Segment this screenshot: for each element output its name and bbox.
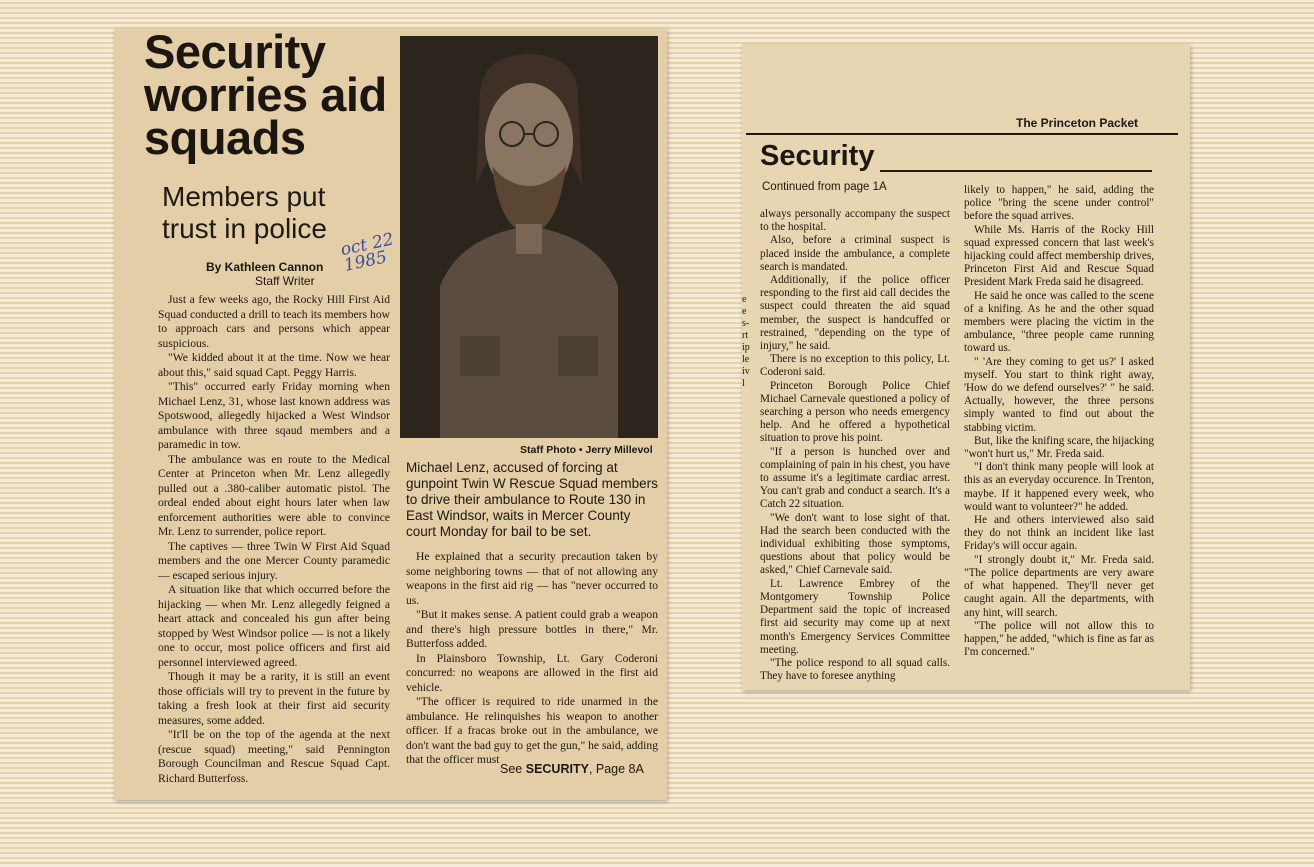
paragraph: "This" occurred early Friday morning when Michael Lenz, 31, whose last known address was Spotswood, allegedly hijacked a West Windsor ambulance with three sqaud members and a paramedic in tow.: [158, 380, 390, 451]
continuation-title: Security: [760, 140, 875, 172]
paragraph: Also, before a criminal suspect is placed inside the ambulance, a complete search is mandated.: [760, 234, 950, 273]
jump-keyword: SECURITY: [525, 762, 589, 776]
jump-suffix: , Page 8A: [588, 762, 644, 776]
paragraph: A situation like that which occurred before the hijacking — when Mr. Lenz allegedly feigned a heart attack and concealed his gun after being stopped by West Windsor police — is not a likely one to occur, most police officers and first aid personnel interviewed agreed.: [158, 583, 390, 669]
paragraph: "We don't want to lose sight of that. Had the search been conducted with the individual exhibiting those symptoms, questions about that policy would be asked," Chief Carnevale said.: [760, 511, 950, 577]
paragraph: "I strongly doubt it," Mr. Freda said. "The police departments are very aware of what happened. They'll never get caught again. All the departments, with any hint, will search.: [964, 553, 1154, 619]
paragraph: "We kidded about it at the time. Now we hear about this," said squad Capt. Peggy Harris.: [158, 351, 390, 379]
paragraph: likely to happen," he said, adding the police "bring the scene under control" before the squad arrives.: [964, 184, 1154, 223]
paragraph: The ambulance was en route to the Medical Center at Princeton when Mr. Lenz allegedly pulled out a .380-caliber automatic pistol. The ordeal ended about eight hours later when law enforcement authorities were able to convince Mr. Lenz to surrender, police report.: [158, 452, 390, 538]
paragraph: While Ms. Harris of the Rocky Hill squad expressed concern that last week's hijacking could affect membership drives, Princeton First Aid and Rescue Squad President Mark Freda said he disagreed.: [964, 223, 1154, 289]
jump-prefix: See: [500, 762, 523, 776]
article-body-column-2: [406, 550, 658, 768]
paragraph: "I don't think many people will look at this as an everyday occurence. In Trenton, maybe. If it happened every week, who would want to volunteer?" he added.: [964, 461, 1154, 513]
continuation-column-1: [760, 208, 950, 683]
news-photo: [400, 36, 658, 438]
continued-note: Continued from page 1A: [762, 181, 887, 193]
edge-fragments: e e s- rt ip le iv l: [742, 294, 750, 389]
article-body-column-1: [158, 293, 390, 786]
paragraph: "But it makes sense. A patient could grab a weapon and there's high pressure bottles in there," Mr. Butterfoss added.: [406, 608, 658, 650]
handwritten-date: oct 22 1985: [338, 229, 396, 276]
paragraph: He explained that a security precaution taken by some neighboring towns — that of not allowing any weapons in the first aid rig — has "never occurred to us.: [406, 550, 658, 607]
masthead-rule: [746, 133, 1178, 135]
paragraph: In Plainsboro Township, Lt. Gary Coderoni concurred: no weapons are allowed in the first aid vehicle.: [406, 651, 658, 694]
paragraph: But, like the knifing scare, the hijacking "won't hurt us," Mr. Freda said.: [964, 434, 1154, 461]
paragraph: Additionally, if the police officer responding to the first aid call decides the suspect could threaten the aid squad member, the suspect is handcuffed or restrained, "depending on the type of injury," he said.: [760, 274, 950, 353]
title-rule: [880, 170, 1152, 172]
article-clipping-left: [114, 25, 667, 800]
jump-line: [500, 762, 644, 776]
paragraph: The captives — three Twin W First Aid Squad members and the one Mercer County paramedic — escaped serious injury.: [158, 539, 390, 582]
article-clipping-right: [742, 44, 1190, 690]
paragraph: always personally accompany the suspect to the hospital.: [760, 208, 950, 234]
paragraph: "The police will not allow this to happen," he added, "which is fine as far as I'm concerned.": [964, 619, 1154, 659]
paragraph: There is no exception to this policy, Lt. Coderoni said.: [760, 353, 950, 379]
paragraph: "The police respond to all squad calls. They have to foresee anything: [760, 656, 950, 683]
photo-caption: Michael Lenz, accused of forcing at gunpoint Twin W Rescue Squad members to drive their ambulance to Route 130 in East Windsor, waits in Mercer County court Monday for bail to be set.: [406, 460, 658, 539]
photo-credit: Staff Photo • Jerry Millevol: [520, 444, 653, 456]
paragraph: "If a person is hunched over and complaining of pain in his chest, you have to assume it's a legitimate cardiac arrest. You can't grab and conduct a search. It's a Catch 22 situation.: [760, 445, 950, 511]
paragraph: Just a few weeks ago, the Rocky Hill First Aid Squad conducted a drill to teach its members how to approach cars and persons which appear suspicious.: [158, 293, 390, 350]
paragraph: He said he once was called to the scene of a knifing. As he and the other squad members were placing the victim in the ambulance, "three people came running toward us.: [964, 289, 1154, 355]
paragraph: "The officer is required to ride unarmed in the ambulance. He relinquishes his weapon to another officer. If a fracas broke out in the ambulance, we don't want the bad guy to get the gun," he said, adding that the officer must: [406, 695, 658, 766]
paragraph: He and others interviewed also said they do not think an incident like last Friday's will occur again.: [964, 514, 1154, 553]
portrait-illustration: [400, 36, 658, 438]
paragraph: " 'Are they coming to get us?' I asked myself. You start to think right away, 'How do we defend ourselves?' " he said. Actually, however, the three persons simply wanted to find out about the stabbing victim.: [964, 355, 1154, 434]
subheadline: Members put trust in police: [162, 181, 327, 244]
paragraph: Lt. Lawrence Embrey of the Montgomery Township Police Department said the topic of increased first aid security may come up at next month's Emergency Services Committee meeting.: [760, 577, 950, 656]
byline-role: Staff Writer: [255, 274, 315, 288]
paragraph: "It'll be on the top of the agenda at the next (rescue squad) meeting," said Pennington Borough Councilman and Rescue Squad Capt. Richard Butterfoss.: [158, 728, 390, 785]
headline: Security worries aid squads: [144, 25, 387, 164]
paragraph: Princeton Borough Police Chief Michael Carnevale questioned a policy of searching a person who needs emergency help. And he offered a hypothetical situation to prove his point.: [760, 379, 950, 445]
newspaper-masthead: The Princeton Packet: [1016, 116, 1139, 130]
continuation-column-2: [964, 184, 1154, 659]
paragraph: Though it may be a rarity, it is still an event those officials will try to prevent in the future by taking a fresh look at their first aid security measures, some added.: [158, 670, 390, 727]
byline: By Kathleen Cannon: [206, 260, 324, 274]
